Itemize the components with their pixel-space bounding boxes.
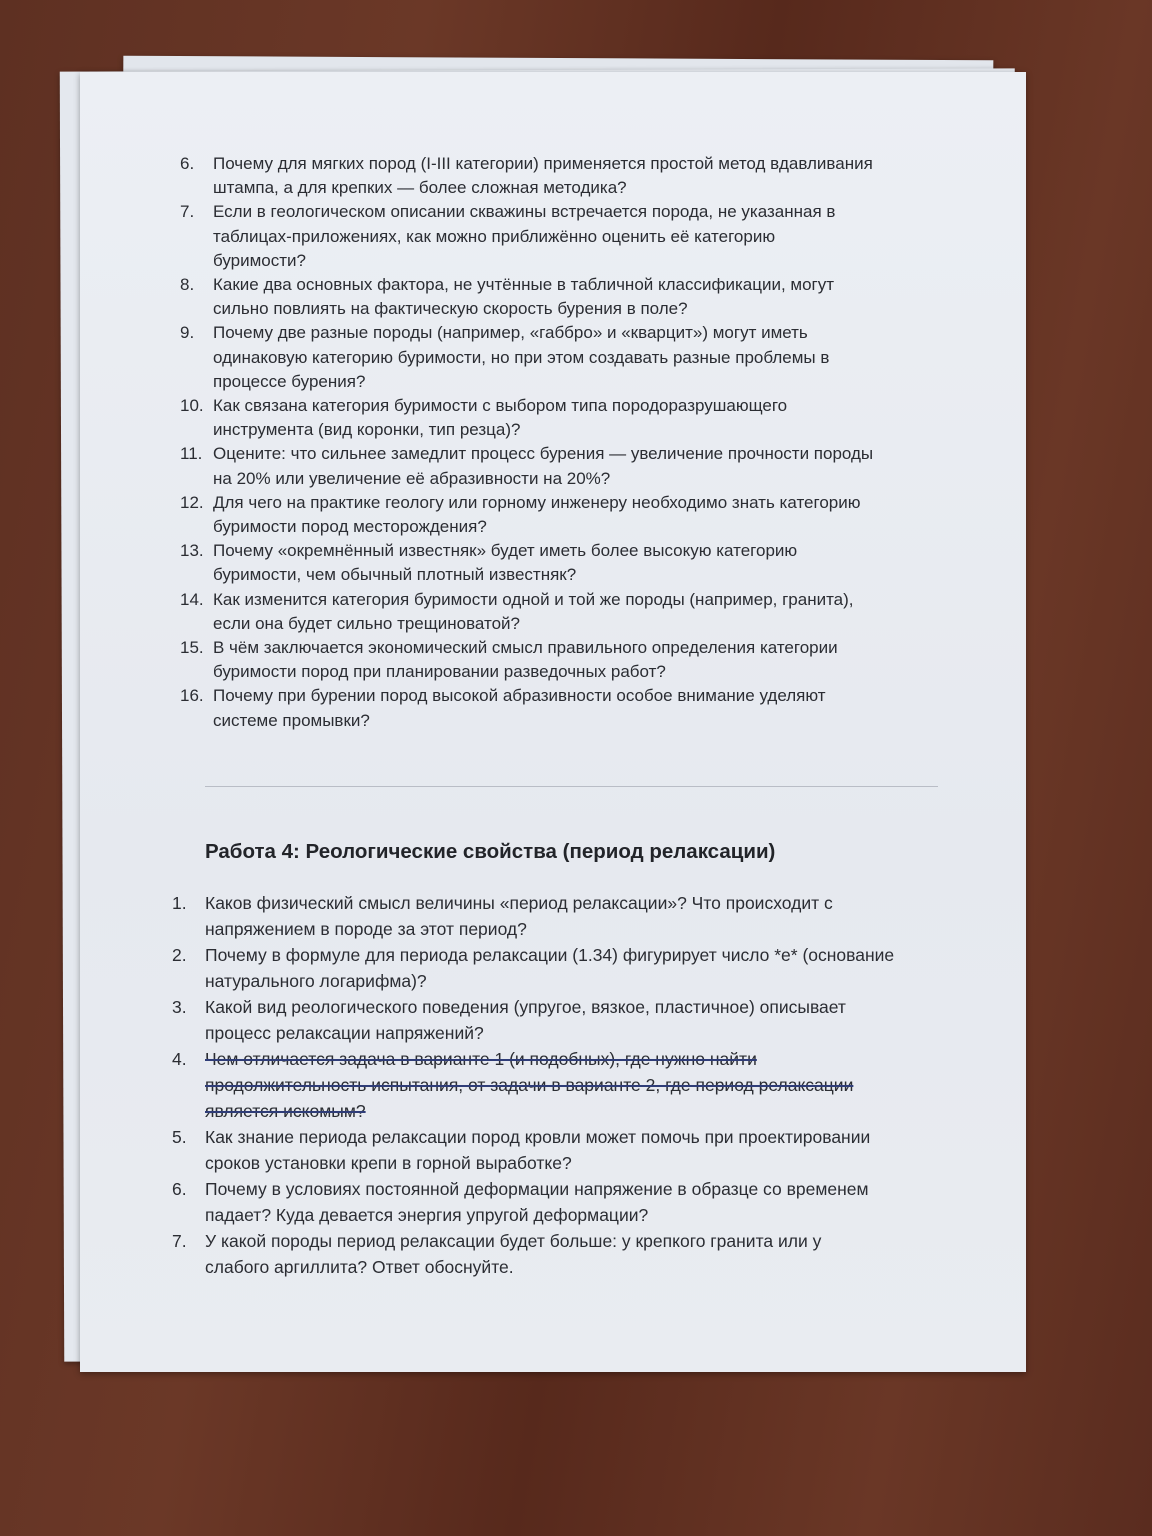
question-line: В чём заключается экономический смысл правильного определения категории: [213, 638, 838, 658]
struck-question-text: [205, 1046, 853, 1124]
question-number: 12.: [180, 492, 204, 512]
question-item: [172, 1228, 952, 1280]
question-line: Какой вид реологического поведения (упругое, вязкое, пластичное) описывает: [205, 997, 846, 1017]
question-item: [180, 491, 940, 539]
question-item: [172, 994, 952, 1046]
question-line: Если в геологическом описании скважины встречается порода, не указанная в: [213, 202, 836, 222]
question-number: 11.: [180, 444, 203, 464]
question-line: буримости пород месторождения?: [213, 517, 487, 537]
question-line: Оцените: что сильнее замедлит процесс бурения — увеличение прочности породы: [213, 444, 874, 464]
question-text: [205, 994, 846, 1046]
question-number: 9.: [180, 323, 195, 343]
question-text: [213, 636, 838, 684]
question-number: 7.: [180, 202, 195, 222]
question-text: [205, 1228, 821, 1280]
question-text: [205, 890, 833, 942]
question-line: Почему «окремнённый известняк» будет иметь более высокую категорию: [213, 541, 798, 561]
question-line: Чем отличается задача в варианте 1 (и подобных), где нужно найти: [205, 1049, 757, 1069]
question-line: натурального логарифма)?: [205, 971, 427, 991]
question-text: [213, 152, 873, 200]
question-line: Для чего на практике геологу или горному инженеру необходимо знать категорию: [213, 492, 861, 512]
question-line: буримости?: [213, 250, 307, 270]
question-line: системе промывки?: [213, 710, 370, 730]
question-item: [172, 890, 952, 942]
question-item: [180, 394, 940, 442]
question-text: [213, 491, 860, 539]
question-number: 1.: [172, 893, 187, 913]
question-item: [172, 1176, 952, 1228]
question-line: Как изменится категория буримости одной и той же породы (например, гранита),: [213, 589, 854, 609]
question-item: [180, 442, 940, 490]
question-item: [180, 273, 940, 321]
question-line: напряжением в породе за этот период?: [205, 919, 527, 939]
question-number: 3.: [172, 997, 187, 1017]
question-item: [180, 200, 940, 273]
question-line: слабого аргиллита? Ответ обоснуйте.: [205, 1257, 514, 1277]
question-number: 6.: [172, 1179, 187, 1199]
section-divider: [205, 786, 938, 787]
question-text: [213, 273, 834, 321]
question-line: Почему в условиях постоянной деформации напряжение в образце со временем: [205, 1179, 869, 1199]
question-item: [180, 684, 940, 732]
question-line: инструмента (вид коронки, тип резца)?: [213, 420, 521, 440]
question-text: [213, 321, 829, 394]
question-line: процесс релаксации напряжений?: [205, 1023, 484, 1043]
question-text: [213, 200, 835, 273]
question-line: Почему для мягких пород (I-III категории) применяется простой метод вдавливания: [213, 154, 873, 173]
section4-heading: Работа 4: Реологические свойства (период релаксации): [205, 840, 776, 863]
question-item: [180, 588, 940, 636]
question-line: падает? Куда девается энергия упругой деформации?: [205, 1205, 649, 1225]
question-line: буримости пород при планировании разведочных работ?: [213, 662, 666, 682]
question-line: является искомым?: [205, 1101, 366, 1121]
question-text: [213, 684, 826, 732]
question-text: [213, 539, 797, 587]
question-text: [213, 442, 873, 490]
question-line: Почему при бурении пород высокой абразивности особое внимание уделяют: [213, 686, 826, 706]
section4-question-list: [172, 890, 952, 1280]
question-number: 14.: [180, 589, 204, 609]
question-text: [213, 588, 854, 636]
question-line: Какие два основных фактора, не учтённые в табличной классификации, могут: [213, 275, 835, 295]
question-line: сильно повлиять на фактическую скорость бурения в поле?: [213, 299, 688, 319]
question-line: продолжительность испытания, от задачи в варианте 2, где период релаксации: [205, 1075, 854, 1095]
question-number: 6.: [180, 154, 195, 173]
question-text: [205, 942, 894, 994]
question-number: 10.: [180, 396, 204, 416]
question-line: процессе бурения?: [213, 371, 366, 391]
question-number: 4.: [172, 1049, 187, 1069]
question-line: Каков физический смысл величины «период релаксации»? Что происходит с: [205, 893, 833, 913]
question-line: Почему в формуле для периода релаксации (1.34) фигурирует число *e* (основание: [205, 945, 895, 965]
question-line: штампа, а для крепких — более сложная методика?: [213, 178, 627, 198]
question-number: 15.: [180, 638, 204, 658]
question-item: [180, 539, 940, 587]
question-text: [213, 394, 787, 442]
question-item: [172, 942, 952, 994]
question-item: [180, 321, 940, 394]
question-text: [205, 1124, 870, 1176]
question-item: [180, 152, 940, 200]
question-line: буримости, чем обычный плотный известняк?: [213, 565, 577, 585]
question-number: 2.: [172, 945, 187, 965]
question-line: Как связана категория буримости с выбором типа породоразрушающего: [213, 396, 788, 416]
question-line: на 20% или увеличение её абразивности на 20%?: [213, 468, 611, 488]
question-line: одинаковую категорию буримости, но при этом создавать разные проблемы в: [213, 347, 830, 367]
question-line: если она будет сильно трещиноватой?: [213, 613, 521, 633]
question-text: [205, 1176, 869, 1228]
question-line: таблицах-приложениях, как можно приближённо оценить её категорию: [213, 226, 776, 246]
question-line: Как знание периода релаксации пород кровли может помочь при проектировании: [205, 1127, 871, 1147]
question-number: 5.: [172, 1127, 187, 1147]
question-item: [172, 1124, 952, 1176]
section3-question-list: [180, 152, 940, 733]
question-number: 8.: [180, 275, 195, 295]
question-number: 16.: [180, 686, 204, 706]
question-item: [180, 636, 940, 684]
question-line: сроков установки крепи в горной выработке?: [205, 1153, 572, 1173]
question-line: Почему две разные породы (например, «габбро» и «кварцит») могут иметь: [213, 323, 808, 343]
question-item: [172, 1046, 952, 1124]
question-number: 7.: [172, 1231, 187, 1251]
question-number: 13.: [180, 541, 204, 561]
question-line: У какой породы период релаксации будет больше: у крепкого гранита или у: [205, 1231, 822, 1251]
